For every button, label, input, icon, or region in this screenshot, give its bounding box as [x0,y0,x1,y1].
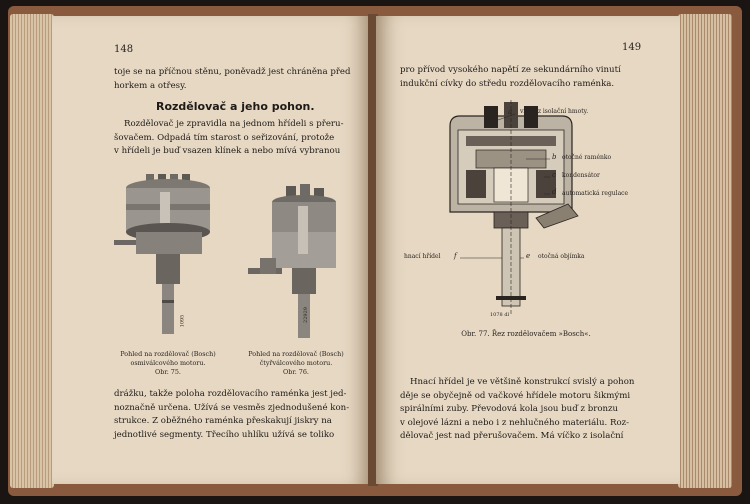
left-page [52,16,370,484]
text-line: jednotlivé segmenty. Třecího uhlíku užívá se toliko [114,429,335,440]
caption-line: Obr. 75. [155,368,181,376]
text-line: noznačně určena. Užívá se vesměs zjednodušené kon- [114,402,350,413]
caption-line: čtyřválcového motoru. [259,359,333,367]
text-line: toje se na příčnou stěnu, poněvadž jest chráněna před [114,67,351,77]
diagram-label: otočná objímka [538,253,585,260]
caption-line: Pohled na rozdělovač (Bosch) [120,350,216,358]
diagram-label: otočné raménko [562,154,612,161]
diagram-mark: e [526,252,531,260]
figure-caption [110,350,226,377]
text-line: horkem a otřesy. [114,80,187,91]
paragraph [114,118,352,159]
text-line: spirálními zuby. Převodová kola jsou buď z bronzu [400,404,619,415]
right-page-edges [678,14,732,488]
text-line: Hnací hřídel je ve většině konstrukcí svislý a pohon [410,377,635,387]
diagram-stamp: 1078 dl [490,312,510,318]
intro-text [114,66,352,93]
distributor-4cyl-photo [246,184,346,344]
diagram-mark: f [454,252,457,260]
diagram-label: automatická regulace [562,190,629,197]
text-line: šovačem. Odpadá tím starost o seřizování, protože [114,132,335,143]
page-number: 148 [114,44,134,55]
diagram-label: víčko z isolační hmoty. [520,108,589,115]
paragraph [400,376,656,444]
paragraph [114,388,354,442]
caption-line: osmiválcového motoru. [130,359,206,367]
text-line: strukce. Z oběžného raménka přeskakují jiskry na [114,416,332,427]
diagram-label: kondensátor [562,172,600,179]
text-line: děje se obyčejně od vačkové hřídele motoru šikmými [400,390,631,401]
text-line: v olejové lázni a nebo i z nehlučného materiálu. Roz- [400,417,630,428]
text-line: drážku, takže poloha rozdělovacího raménka jest jed- [114,389,347,399]
diagram-mark: d [552,188,557,196]
figure-caption [238,350,354,377]
diagram-mark: c [552,171,556,179]
distributor-8cyl-photo [114,174,224,344]
left-page-edges [10,14,54,488]
diagram-mark: b [552,153,557,161]
diagram-leader-lines [376,16,680,336]
right-page [376,16,680,484]
text-line: Rozdělovač je zpravidla na jednom hřídeli s přeru- [124,119,344,129]
text-line: dělovač jest nad přerušovačem. Má víčko z isolační [400,431,624,442]
figure-caption: Obr. 77. Řez rozdělovačem »Bosch«. [461,330,591,338]
text-line: v hřídeli je buď vsazen klínek a nebo mívá vybranou [114,146,341,157]
section-heading: Rozdělovač a jeho pohon. [156,100,315,113]
text-line: indukční cívky do středu rozdělovacího raménka. [400,78,615,89]
page-number: 149 [622,42,642,53]
caption-line: Obr. 76. [283,368,309,376]
diagram-mark: a [508,108,513,116]
photo-stamp: 1095 [179,314,186,328]
text-line: pro přívod vysokého napětí ze sekundárního vinutí [400,65,621,75]
caption-line: Pohled na rozdělovač (Bosch) [248,350,344,358]
diagram-label: hnací hřídel [404,253,441,260]
photo-stamp: 22929 [302,307,309,323]
